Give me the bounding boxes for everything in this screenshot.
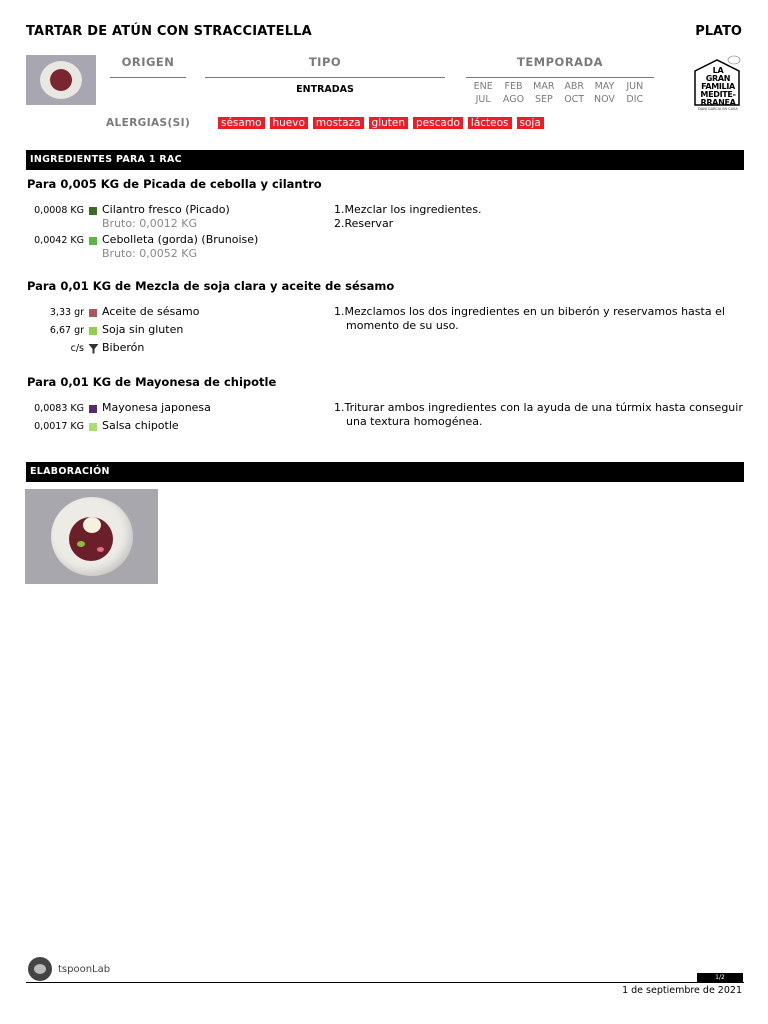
steps-list bbox=[334, 203, 744, 231]
allergen-badge: soja bbox=[517, 117, 544, 129]
ingredient-color-swatch bbox=[89, 309, 97, 317]
ingredient-qty: 6,67 gr bbox=[49, 325, 84, 336]
tipo-column bbox=[205, 55, 445, 78]
ingredient-color-swatch bbox=[89, 327, 97, 335]
steps-list bbox=[334, 401, 744, 429]
thumbnail-food bbox=[50, 69, 72, 91]
month-may: MAY bbox=[594, 81, 615, 92]
ingredient-row bbox=[24, 419, 324, 435]
dish-stracciatella bbox=[83, 517, 101, 533]
ingredient-bruto: Bruto: 0,0012 KG bbox=[102, 217, 198, 230]
ingredient-name[interactable]: Mayonesa japonesa bbox=[102, 401, 211, 414]
ingredient-row bbox=[24, 305, 324, 321]
tspoonlab-icon bbox=[28, 957, 52, 981]
ingredient-qty: 3,33 gr bbox=[49, 307, 84, 318]
ingredients-section-bar: INGREDIENTES PARA 1 RAC bbox=[26, 150, 744, 170]
temporada-label: TEMPORADA bbox=[516, 55, 604, 69]
footer-divider bbox=[26, 982, 744, 983]
ingredient-color-swatch bbox=[89, 207, 97, 215]
allergen-badge: gluten bbox=[369, 117, 408, 129]
month-oct: OCT bbox=[564, 93, 585, 105]
page-number: 1/2 bbox=[697, 973, 743, 982]
recipe-title: TARTAR DE ATÚN CON STRACCIATELLA bbox=[26, 24, 312, 39]
dish-photo[interactable] bbox=[25, 489, 158, 584]
elaboracion-section-bar: ELABORACIÓN bbox=[26, 462, 744, 482]
ingredient-qty: 0,0017 KG bbox=[34, 421, 84, 432]
month-jul: JUL bbox=[475, 93, 491, 105]
brand-logo bbox=[692, 55, 742, 115]
ingredient-color-swatch bbox=[89, 423, 97, 431]
logo-line: MEDITE- bbox=[700, 90, 736, 99]
alergias-label: ALERGIAS(SI) bbox=[106, 117, 191, 129]
ingredient-row bbox=[24, 323, 324, 339]
month-dic: DIC bbox=[626, 93, 644, 105]
subrecipe-title: Para 0,01 KG de Mezcla de soja clara y aceite de sésamo bbox=[27, 279, 395, 293]
month-feb: FEB bbox=[504, 81, 523, 92]
ingredient-name[interactable]: Cilantro fresco (Picado) bbox=[102, 203, 230, 216]
allergen-badge: huevo bbox=[270, 117, 308, 129]
tipo-divider bbox=[205, 77, 445, 78]
origen-divider bbox=[110, 77, 186, 78]
funnel-icon bbox=[88, 343, 99, 354]
allergen-badge: lácteos bbox=[468, 117, 512, 129]
step-item: 1.Mezclar los ingredientes. bbox=[334, 203, 482, 216]
logo-subtitle: DANI GARCIA EN CASA bbox=[698, 107, 738, 111]
ingredient-name[interactable]: Soja sin gluten bbox=[102, 323, 184, 336]
ingredient-bruto: Bruto: 0,0052 KG bbox=[102, 247, 198, 260]
ingredient-row bbox=[24, 401, 324, 417]
subrecipe-title: Para 0,005 KG de Picada de cebolla y cilantro bbox=[27, 177, 322, 191]
month-ago: AGO bbox=[502, 93, 525, 105]
ingredient-qty: c/s bbox=[70, 343, 84, 354]
allergen-badge: pescado bbox=[413, 117, 463, 129]
allergen-badge: sésamo bbox=[218, 117, 265, 129]
season-months bbox=[468, 81, 654, 106]
logo-line: RRANEA bbox=[700, 98, 736, 107]
months-row-1 bbox=[468, 81, 650, 94]
tipo-label: TIPO bbox=[308, 55, 342, 69]
footer-date: 1 de septiembre de 2021 bbox=[622, 985, 742, 996]
temporada-column bbox=[466, 55, 654, 78]
footer-brand-name: tspoonLab bbox=[58, 963, 111, 975]
origen-label: ORIGEN bbox=[121, 55, 175, 69]
logo-line: GRAN bbox=[705, 74, 731, 83]
footer-brand bbox=[28, 957, 110, 981]
dish-garnish bbox=[77, 541, 85, 547]
ingredient-qty: 0,0083 KG bbox=[34, 403, 84, 414]
temporada-divider bbox=[466, 77, 654, 78]
ingredient-name[interactable]: Cebolleta (gorda) (Brunoise) bbox=[102, 233, 259, 246]
ingredient-qty: 0,0008 KG bbox=[34, 205, 84, 216]
steps-list bbox=[334, 305, 744, 333]
ingredient-color-swatch bbox=[89, 237, 97, 245]
ingredient-name[interactable]: Biberón bbox=[102, 341, 145, 354]
allergen-list bbox=[218, 117, 544, 129]
ingredient-name[interactable]: Salsa chipotle bbox=[102, 419, 179, 432]
ingredient-row bbox=[24, 233, 324, 261]
step-item: 2.Reservar bbox=[334, 217, 394, 230]
subrecipe-title: Para 0,01 KG de Mayonesa de chipotle bbox=[27, 375, 277, 389]
ingredient-row bbox=[24, 341, 324, 357]
step-item: 1.Triturar ambos ingredientes con la ayuda de una túrmix hasta conseguir una textura homogénea. bbox=[334, 401, 743, 428]
logo-line: FAMILIA bbox=[701, 82, 735, 91]
tipo-value: ENTRADAS bbox=[296, 84, 354, 95]
month-mar: MAR bbox=[533, 81, 555, 92]
recipe-thumbnail[interactable] bbox=[26, 55, 96, 105]
step-item: 1.Mezclamos los dos ingredientes en un biberón y reservamos hasta el momento de su uso. bbox=[334, 305, 725, 332]
ingredient-row bbox=[24, 203, 324, 231]
ingredient-qty: 0,0042 KG bbox=[34, 235, 84, 246]
logo-text bbox=[697, 67, 739, 107]
dish-garnish bbox=[97, 547, 104, 552]
months-row-2 bbox=[468, 94, 650, 107]
month-sep: SEP bbox=[534, 93, 553, 105]
month-abr: ABR bbox=[564, 81, 584, 92]
ingredient-name[interactable]: Aceite de sésamo bbox=[102, 305, 200, 318]
logo-line: LA bbox=[712, 66, 724, 75]
ingredient-color-swatch bbox=[89, 405, 97, 413]
plate-type-label: PLATO bbox=[695, 24, 742, 39]
allergen-badge: mostaza bbox=[313, 117, 364, 129]
month-ene: ENE bbox=[473, 81, 493, 92]
month-nov: NOV bbox=[594, 93, 615, 105]
month-jun: JUN bbox=[626, 81, 644, 92]
origen-column bbox=[110, 55, 186, 78]
